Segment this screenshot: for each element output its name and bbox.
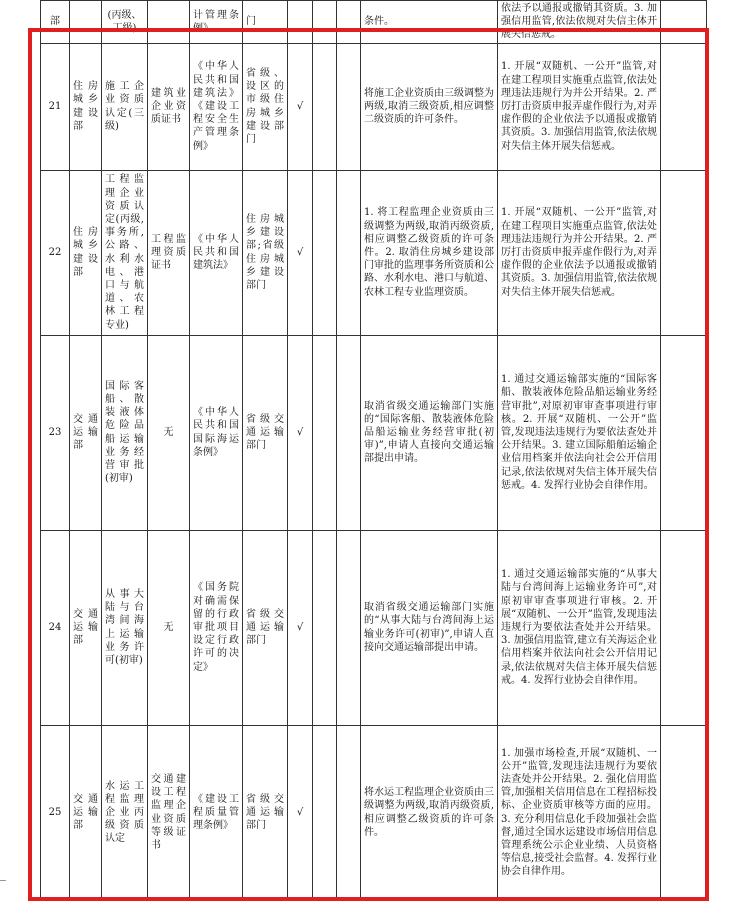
cell-note <box>661 725 707 900</box>
cell-empty-a <box>313 1 337 44</box>
cell-authority: 省级交通运输部门 <box>243 335 288 530</box>
cell-reform: 将施工企业资质由三级调整为两级,取消三级资质,相应调整二级资质的许可条件。 <box>361 43 498 170</box>
cell-empty-b <box>337 1 361 44</box>
cell-measures: 1. 开展“双随机、一公开”监管,对在建工程项目实施重点监管,依法处理违法违规行为并公开结果。2. 严厉打击资质申报弄虚作假行为,对弄虚作假的企业依法予以通报或撤销其资质。3. 加强信用监管,依法依规对失信主体开展失信惩戒。 <box>498 170 661 335</box>
page-edge-mark <box>0 880 6 881</box>
cell-num: 22 <box>41 170 70 335</box>
cell-basis-partial: 计管理条例》 <box>190 1 243 44</box>
cell-empty-a <box>313 530 337 725</box>
table-row-partial <box>41 1 707 44</box>
cell-dept-partial: 部 <box>41 1 70 44</box>
reform-table <box>40 0 707 901</box>
cell-reform: 取消省级交通运输部门实施的“国际客船、散装液体危险品船运输业务经营审批(初审)”,申请人直接向交通运输部提出申请。 <box>361 335 498 530</box>
cell-check: √ <box>288 725 313 900</box>
cell-empty-b <box>337 43 361 170</box>
cell-empty-a <box>313 43 337 170</box>
cell-check: √ <box>288 335 313 530</box>
cell-measures: 1. 加强市场检查,开展“双随机、一公开”监管,发现违法违规行为要依法查处并公开结果。2. 强化信用监管,加强相关信用信息在工程招标投标、企业资质审核等方面的应用。3. 充分利用信息化手段加强社会监督,通过全国水运建设市场信用信息管理系统公示企业业绩、人员资格等信息,接受社会监督。4. 发挥行业协会自律作用。 <box>498 725 661 900</box>
cell-dept: 交通运输部 <box>70 725 102 900</box>
cell-basis: 《建设工程质量管理条例》 <box>190 725 243 900</box>
cell-check: √ <box>288 170 313 335</box>
cell-doc: 交通建设工程监理企业资质等级证书 <box>148 725 190 900</box>
cell-reform: 取消省级交通运输部门实施的“从事大陆与台湾间海上运输业务许可(初审)”,申请人直接向交通运输部提出申请。 <box>361 530 498 725</box>
cell-num: 24 <box>41 530 70 725</box>
table-row <box>41 335 707 530</box>
cell-item: 从事大陆与台湾间海上运输业务许可(初审) <box>102 530 148 725</box>
cell-basis: 《中华人民共和国建筑法》 <box>190 170 243 335</box>
cell-dept: 交通运输部 <box>70 335 102 530</box>
table-row <box>41 170 707 335</box>
table-row <box>41 725 707 900</box>
cell-reform-partial: 条件。 <box>361 1 498 44</box>
cell-item: 工程监理企业资质认定(丙级,事务所,公路、水利水电、港口与航道、农林工程专业) <box>102 170 148 335</box>
cell-authority: 住房城乡建设部;省级住房城乡建设部门 <box>243 170 288 335</box>
cell-check: √ <box>288 530 313 725</box>
cell-basis: 《中华人民共和国建筑法》《建设工程安全生产管理条例》 <box>190 43 243 170</box>
cell-measures: 1. 通过交通运输部实施的“国际客船、散装液体危险品船运输业务经营审批”,对原初审审查事项进行审核。2. 开展“双随机、一公开”监管,发现违法违规行为要依法查处并公开结果。3. 建立国际船舶运输企业信用档案并依法向社会公开信用记录,依法依规对失信主体开展失信惩戒。4. 发挥行业协会自律作用。 <box>498 335 661 530</box>
cell-note <box>661 43 707 170</box>
cell-item: 水运工程监理企业丙级资质认定 <box>102 725 148 900</box>
cell-item: 施工企业资质认定(三级) <box>102 43 148 170</box>
cell-item-partial: (丙级、丁级) <box>102 1 148 44</box>
cell-authority: 省级交通运输部门 <box>243 530 288 725</box>
table-row <box>41 43 707 170</box>
cell-note <box>661 170 707 335</box>
cell-dept: 住房城乡建设部 <box>70 43 102 170</box>
cell-authority: 省级交通运输部门 <box>243 725 288 900</box>
cell-measures-partial: 依法予以通报或撤销其资质。3. 加强信用监管,依法依规对失信主体开展失信惩戒。 <box>498 1 661 44</box>
cell-empty-b <box>337 335 361 530</box>
cell-reform: 1. 将工程监理企业资质由三级调整为两级,取消丙级资质,相应调整乙级资质的许可条件。2. 取消住房城乡建设部门审批的监理事务所资质和公路、水利水电、港口与航道、农林工程专业监理资质。 <box>361 170 498 335</box>
cell-note-partial <box>661 1 707 44</box>
cell-empty-b <box>337 170 361 335</box>
cell-authority-partial: 门 <box>243 1 288 44</box>
cell-num: 21 <box>41 43 70 170</box>
cell-basis: 《中华人民共和国国际海运条例》 <box>190 335 243 530</box>
cell-doc-partial <box>148 1 190 44</box>
cell-measures: 1. 通过交通运输部实施的“从事大陆与台湾间海上运输业务许可”,对原初审审查事项进行审核。2. 开展“双随机、一公开”监管,发现违法违规行为要依法查处并公开结果。3. 加强信用监管,建立有关海运企业信用档案并依法向社会公开信用记录,依法依规对失信主体开展失信惩戒。4. 发挥行业协会自律作用。 <box>498 530 661 725</box>
cell-measures: 1. 开展“双随机、一公开”监管,对在建工程项目实施重点监管,依法处理违法违规行为并公开结果。2. 严厉打击资质申报弄虚作假行为,对弄虚作假的企业依法予以通报或撤销其资质。3. 加强信用监管,依法依规对失信主体开展失信惩戒。 <box>498 43 661 170</box>
cell-dept: 交通运输部 <box>70 530 102 725</box>
cell-empty-b <box>337 725 361 900</box>
cell-empty-a <box>313 725 337 900</box>
cell-check: √ <box>288 43 313 170</box>
cell-doc: 工程监理资质证书 <box>148 170 190 335</box>
cell-empty-b <box>337 530 361 725</box>
cell-basis: 《国务院对确需保留的行政审批项目设定行政许可的决定》 <box>190 530 243 725</box>
cell-doc: 无 <box>148 530 190 725</box>
cell-num: 23 <box>41 335 70 530</box>
cell-dept: 住房城乡建设部 <box>70 170 102 335</box>
cell-spacer <box>70 1 102 44</box>
cell-doc: 建筑业企业资质证书 <box>148 43 190 170</box>
table-row <box>41 530 707 725</box>
cell-empty-a <box>313 170 337 335</box>
cell-note <box>661 335 707 530</box>
cell-empty-a <box>313 335 337 530</box>
cell-reform: 将水运工程监理企业资质由三级调整为两级,取消丙级资质,相应调整乙级资质的许可条件。 <box>361 725 498 900</box>
cell-doc: 无 <box>148 335 190 530</box>
cell-check-partial <box>288 1 313 44</box>
cell-note <box>661 530 707 725</box>
cell-num: 25 <box>41 725 70 900</box>
cell-authority: 省级、设区的市级住房城乡建设部门 <box>243 43 288 170</box>
cell-item: 国际客船、散装液体危险品船运输业务经营审批(初审) <box>102 335 148 530</box>
